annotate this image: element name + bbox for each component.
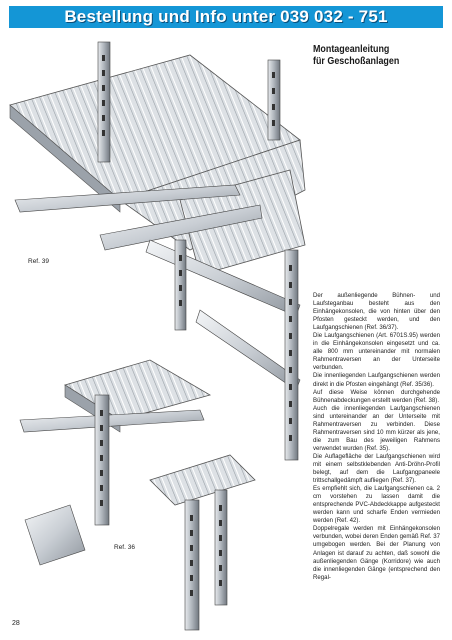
- body-paragraph: Die innenliegenden Laufgangschienen werden direkt in die Pfosten eingehängt (Ref. 35/36).: [313, 372, 440, 388]
- section-title-line1: Montageanleitung: [313, 43, 390, 55]
- figure-label-ref-39: Ref. 39: [28, 258, 49, 265]
- banner-text: Bestellung und Info unter 039 032 - 751: [64, 7, 388, 26]
- body-paragraph: Der außenliegende Bühnen- und Laufsteganbau besteht aus den Einhängekonsolen, die von hinten über den Pfosten gesteckt werden, und den Laufgangschienen (Ref. 36/37).: [313, 292, 440, 332]
- body-paragraph: Auf diese Weise können durchgehende Bühnenabdeckungen erstellt werden (Ref. 38).: [313, 388, 440, 404]
- body-paragraph: Es empfiehlt sich, die Laufgangschienen ca. 2 cm vorstehen zu lassen damit die entsprechende PVC-Abdeckkappe aufgesteckt werden kann und scharfe Enden vermieden werden (Ref. 42).: [313, 485, 440, 525]
- body-paragraph: Auch die innenliegenden Laufgangschienen sind untereinander an der Unterseite mit Rahmentraversen zu verbinden. Diese Rahmentraversen sind 10 mm kürzer als jene, die zum Bau des jeweiligen Rahmens verwendet wurden (Ref. 35).: [313, 404, 440, 452]
- lower-left-detail: [20, 360, 210, 565]
- page-number: 28: [12, 620, 20, 627]
- body-text: [313, 292, 440, 582]
- figure-label-ref-36: Ref. 36: [114, 544, 135, 551]
- body-paragraph: Die Auflagefläche der Laufgangschienen wird mit einem selbstklebenden Anti-Dröhn-Profil belegt, auf dem die Laufgangpaneele trittschallgedämpft aufliegen (Ref. 37).: [313, 452, 440, 485]
- body-paragraph: Die Laufgangschienen (Art. 6701S.95) werden in die Einhängekonsolen eingesetzt und ca. alle 800 mm untereinander mit normalen Rahmentraversen an der Unterseite verbunden.: [313, 332, 440, 372]
- section-title-line2: für Geschoßanlagen: [313, 55, 400, 67]
- lower-right-detail: [150, 455, 255, 630]
- body-paragraph: Doppelregale werden mit Einhängekonsolen verbunden, wobei deren Enden gemäß Ref. 37 umgebogen werden. Bei der Planung von Anlagen ist darauf zu achten, daß sowohl die außenliegenden Gänge (Korridore) wie auch die innenliegenden Gänge (entsprechend den Regal-: [313, 525, 440, 581]
